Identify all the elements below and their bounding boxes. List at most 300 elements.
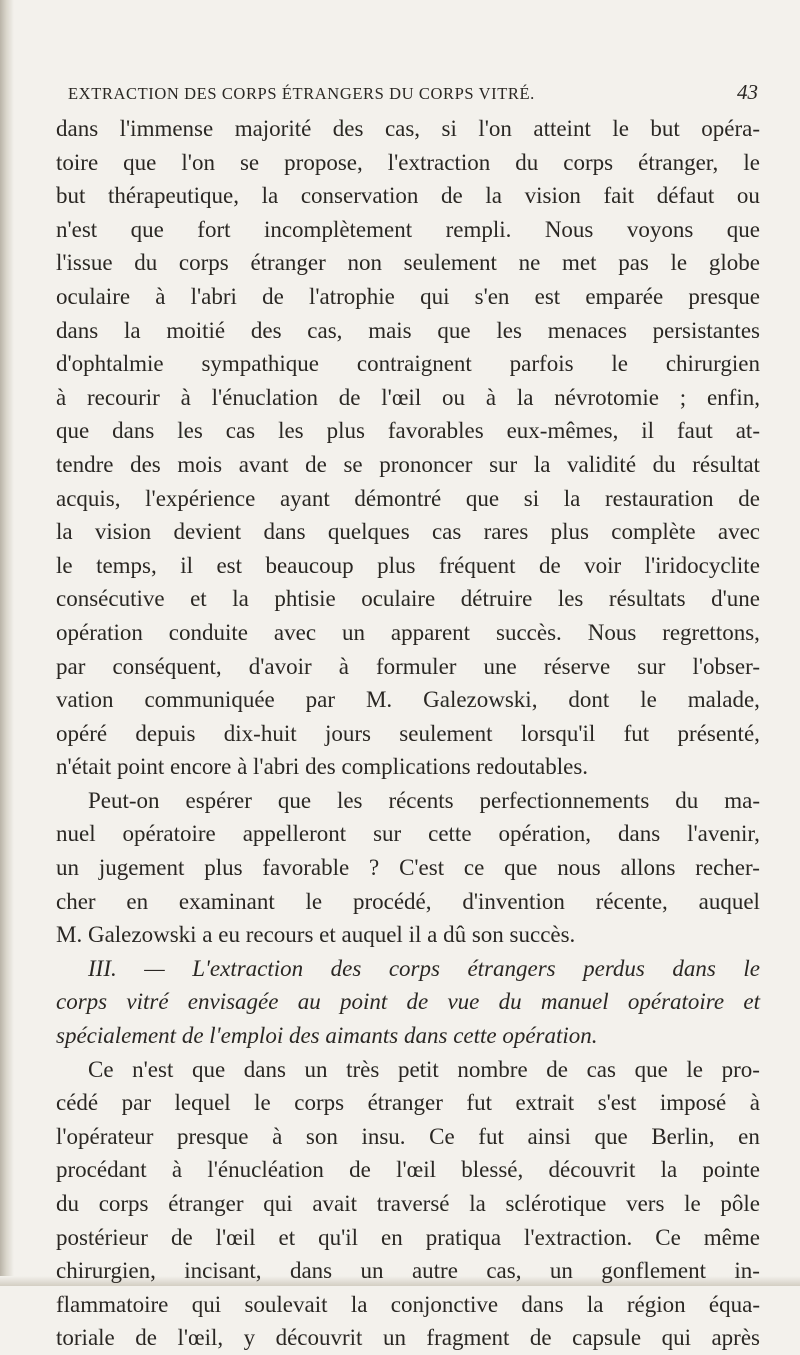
word: la — [533, 451, 551, 477]
word: à — [180, 384, 191, 410]
word: auquel — [698, 888, 760, 914]
word: d'avoir — [248, 653, 312, 679]
word: — — [144, 955, 165, 981]
word: dans — [263, 519, 306, 545]
word: qu'il — [318, 1224, 359, 1250]
word: envisagée — [187, 989, 279, 1015]
word: cas, — [307, 317, 343, 343]
word: Ce — [429, 1123, 455, 1149]
word: favorable — [262, 855, 350, 881]
word: opération. — [502, 1023, 598, 1049]
text-line — [56, 885, 760, 919]
word: regrettons, — [662, 619, 760, 645]
word: soulevait — [244, 1291, 328, 1317]
text-line — [56, 146, 760, 180]
word: l'on — [181, 149, 215, 175]
word: succès. — [496, 619, 562, 645]
word: le — [684, 1191, 701, 1216]
word: et — [743, 989, 760, 1015]
word: conséquent, — [112, 653, 222, 679]
word: des — [250, 317, 282, 343]
word: de — [338, 384, 361, 410]
text-line — [56, 1086, 760, 1120]
word: l'œil — [381, 384, 422, 410]
word: l'issue — [56, 250, 113, 276]
word: dans — [243, 1056, 286, 1082]
word: de — [529, 1325, 552, 1351]
word: en — [126, 888, 149, 914]
word: que — [504, 855, 538, 881]
word: recours — [245, 922, 320, 948]
word: dix-huit — [223, 720, 297, 746]
word: de — [181, 1023, 210, 1049]
text-line — [56, 582, 760, 616]
word: plus — [550, 519, 589, 545]
word: la — [660, 1157, 678, 1183]
text-line — [56, 381, 760, 415]
word: L'extraction — [192, 955, 304, 981]
word: la — [123, 317, 141, 343]
word: sur — [489, 451, 518, 477]
word: de — [305, 451, 327, 477]
word: que — [56, 418, 90, 444]
word: dans — [56, 317, 99, 343]
word: à — [272, 1123, 283, 1149]
text-line — [56, 347, 760, 381]
word: enfin, — [706, 384, 760, 410]
word: plus — [326, 418, 365, 444]
word: l'atrophie — [309, 283, 395, 309]
word: propose, — [284, 149, 363, 175]
word: communiquée — [144, 687, 275, 713]
word: fait — [603, 183, 635, 209]
word: démontré — [354, 485, 442, 511]
word: l'énucléation — [207, 1157, 324, 1183]
word: extrait — [515, 1090, 575, 1116]
word: nuel — [56, 821, 96, 847]
word: par — [121, 1090, 151, 1116]
text-line — [56, 482, 760, 516]
word: en — [738, 1123, 760, 1149]
word: que — [130, 216, 164, 242]
word: de — [262, 283, 284, 309]
word: ou — [442, 384, 466, 410]
word: at- — [735, 418, 760, 444]
word: une — [483, 653, 517, 679]
word: de — [441, 183, 463, 209]
word: avec — [273, 619, 317, 645]
word: corps — [98, 1191, 149, 1216]
word: tendre — [56, 451, 114, 477]
word: du — [675, 787, 699, 813]
word: opératoire — [627, 989, 725, 1015]
word: M. — [56, 922, 88, 948]
word: se — [239, 149, 260, 175]
word: par — [56, 653, 86, 679]
word: équa- — [708, 1291, 760, 1317]
word: lorsqu'il — [520, 720, 596, 746]
word: voyons — [626, 216, 694, 242]
text-line — [56, 985, 760, 1019]
word: lequel — [174, 1090, 231, 1116]
word: l'immense — [119, 116, 214, 141]
word: Ce — [655, 1224, 681, 1250]
word: étranger — [250, 250, 326, 276]
word: point — [339, 989, 388, 1015]
word: apparent — [390, 619, 471, 645]
word: sur — [373, 821, 402, 847]
word: résultats — [608, 586, 686, 612]
word: ayant — [279, 485, 330, 511]
text-line — [56, 851, 760, 885]
word: un — [304, 1056, 328, 1082]
word: imposé — [659, 1090, 727, 1116]
word: l'œil — [215, 1224, 256, 1250]
word: l'obser- — [692, 653, 760, 679]
word: des — [330, 955, 362, 981]
word: de — [349, 1157, 371, 1183]
word: à — [171, 1157, 183, 1183]
word: espérer — [185, 787, 252, 813]
word: le — [254, 1090, 271, 1116]
word: cas — [225, 418, 256, 444]
word: par — [305, 687, 336, 713]
word: ou — [736, 183, 760, 209]
text-line — [56, 414, 760, 448]
word: validité — [567, 451, 637, 477]
word: découvrit — [548, 1157, 636, 1183]
word: la — [56, 519, 73, 545]
word: fragment — [426, 1325, 510, 1351]
word: s'en — [474, 283, 510, 309]
word: complications — [341, 754, 477, 780]
word: sympathique — [201, 351, 320, 377]
word: Ce — [88, 1056, 114, 1082]
word: jugement — [98, 855, 185, 881]
word: à — [237, 754, 254, 780]
word: conservation — [300, 183, 419, 209]
word: flammatoire — [56, 1291, 169, 1317]
text-line — [56, 112, 760, 146]
word: Nous — [544, 216, 594, 242]
word: formuler — [375, 653, 457, 679]
text-line — [56, 1053, 760, 1087]
word: fort — [197, 216, 231, 242]
word: dans — [617, 821, 661, 847]
word: nombre — [457, 1056, 528, 1082]
word: faut — [677, 418, 713, 444]
word: la — [516, 384, 534, 410]
word: acquis, — [56, 485, 121, 511]
word: succès. — [509, 922, 576, 948]
word: il — [408, 922, 428, 948]
word: la — [563, 485, 581, 511]
word: restauration — [604, 485, 714, 511]
word: un — [360, 1258, 384, 1284]
word: vue — [447, 989, 480, 1015]
word: que — [465, 485, 500, 511]
word: les — [557, 586, 584, 612]
word: le — [640, 687, 657, 713]
word: que — [123, 149, 157, 175]
word: qui — [661, 1325, 691, 1351]
word: presque — [176, 1123, 249, 1149]
word: dans — [112, 418, 155, 444]
word: chirurgien, — [56, 1258, 156, 1284]
running-head: EXTRACTION DES CORPS ÉTRANGERS DU CORPS VITRÉ. — [68, 84, 535, 103]
word: traversé — [376, 1191, 450, 1216]
word: point — [116, 754, 171, 780]
text-line — [56, 1288, 760, 1322]
word: cas, — [384, 116, 421, 141]
text-line — [56, 314, 760, 348]
word: temps, — [96, 552, 157, 578]
word: favorables — [387, 418, 484, 444]
word: oculaire — [361, 586, 436, 612]
word: à — [338, 653, 349, 679]
word: de — [546, 1056, 568, 1082]
word: auquel — [341, 922, 409, 948]
word: un — [382, 1325, 406, 1351]
text-line — [56, 1221, 760, 1255]
word: avant — [238, 451, 289, 477]
word: complète — [611, 519, 696, 545]
text-line — [56, 650, 760, 684]
text-line — [56, 784, 760, 818]
text-line — [56, 1153, 760, 1187]
word: le — [611, 351, 628, 377]
word: prononcer — [379, 451, 473, 477]
word: redoutables. — [476, 754, 589, 780]
word: les — [177, 418, 203, 444]
word: vision — [94, 519, 152, 545]
word: globe — [708, 250, 760, 276]
word: qui — [191, 1291, 222, 1317]
word: mais — [368, 317, 412, 343]
word: l'œil, — [177, 1325, 224, 1351]
word: très — [346, 1056, 380, 1082]
word: Galezowski, — [423, 687, 538, 713]
word: pro- — [721, 1056, 760, 1082]
text-line — [56, 1187, 760, 1221]
word: presque — [688, 283, 760, 309]
word: région — [626, 1291, 686, 1317]
word: pôle — [720, 1191, 760, 1216]
text-line — [56, 179, 760, 213]
word: y — [243, 1325, 256, 1351]
word: se — [343, 451, 363, 477]
word: oculaire — [56, 283, 131, 309]
word: appelleront — [242, 821, 347, 847]
word: emparée — [585, 283, 664, 309]
text-line — [56, 213, 760, 247]
word: il — [641, 418, 655, 444]
word: le — [612, 116, 629, 141]
word: parfois — [509, 351, 574, 377]
word: de — [170, 1224, 193, 1250]
word: opéra- — [701, 116, 760, 141]
word: un — [341, 619, 365, 645]
word: l'emploi — [209, 1023, 289, 1049]
word: examinant — [178, 888, 275, 914]
word: petit — [397, 1056, 439, 1082]
word: l'abri — [253, 754, 306, 780]
text-line — [56, 280, 760, 314]
word: dû — [443, 922, 472, 948]
word: les — [336, 787, 363, 813]
word: malade, — [687, 687, 760, 713]
word: phtisie — [274, 586, 336, 612]
word: au — [297, 989, 321, 1015]
word: des — [332, 116, 364, 141]
word: à — [749, 1090, 760, 1116]
word: jours — [324, 720, 371, 746]
word: de — [406, 989, 429, 1015]
word: ma- — [724, 787, 760, 813]
word: dans — [672, 955, 716, 981]
word: toriale — [56, 1325, 115, 1351]
word: quelques — [327, 519, 410, 545]
word: corps — [178, 250, 229, 276]
word: cette — [428, 821, 472, 847]
word: fut — [478, 1123, 504, 1149]
word: la — [261, 183, 279, 209]
text-line — [56, 549, 760, 583]
word: l'expérience — [145, 485, 256, 511]
word: un — [56, 855, 79, 881]
word: la — [232, 586, 249, 612]
word: du — [56, 1191, 79, 1216]
word: il — [180, 552, 193, 578]
word: spécialement — [56, 1023, 182, 1049]
word: cas, — [486, 1258, 522, 1284]
word: manuel — [540, 989, 609, 1015]
text-line — [56, 717, 760, 751]
word: un — [549, 1258, 573, 1284]
word: que — [277, 787, 312, 813]
word: réserve — [543, 653, 611, 679]
word: défaut — [656, 183, 715, 209]
text-line — [56, 1321, 760, 1355]
word: de — [738, 485, 760, 511]
word: incisant, — [184, 1258, 262, 1284]
word: des — [130, 451, 161, 477]
word: à — [485, 384, 497, 410]
text-line — [56, 817, 760, 851]
word: la — [586, 1291, 604, 1317]
word: Peut-on — [88, 787, 160, 813]
text-line — [56, 1019, 760, 1053]
word: encore — [170, 754, 238, 780]
word: ce — [463, 855, 485, 881]
word: persistantes — [652, 317, 760, 343]
word: que — [191, 1056, 226, 1082]
word: Galezowski — [87, 922, 203, 948]
word: et — [319, 922, 342, 948]
word: postérieur — [56, 1224, 148, 1250]
word: pointe — [702, 1157, 760, 1183]
page-header — [68, 80, 758, 112]
text-line — [56, 952, 760, 986]
word: cher — [56, 888, 96, 914]
word: nous — [557, 855, 601, 881]
word: les — [278, 418, 304, 444]
word: plus — [377, 552, 416, 578]
word: est — [534, 283, 561, 309]
word: corps — [388, 955, 440, 981]
word: atteint — [533, 116, 591, 141]
word: l'opérateur — [56, 1123, 154, 1149]
word: corps — [563, 149, 614, 175]
word: du — [515, 149, 539, 175]
word: dans — [403, 1023, 454, 1049]
word: est — [216, 552, 243, 578]
word: d'invention — [462, 888, 565, 914]
word: corps — [294, 1090, 345, 1116]
word: insu. — [361, 1123, 406, 1149]
word: les — [496, 317, 522, 343]
word: contraignent — [356, 351, 472, 377]
word: ? — [369, 855, 380, 881]
page-edge-shadow — [0, 0, 14, 1286]
word: découvrit — [275, 1325, 363, 1351]
word: cas — [586, 1056, 616, 1082]
word: plus — [204, 855, 243, 881]
word: fut — [623, 720, 650, 746]
word: récents — [388, 787, 454, 813]
word: à — [56, 384, 67, 410]
word: dont — [568, 687, 610, 713]
word: fréquent — [438, 552, 516, 578]
word: moitié — [166, 317, 226, 343]
word: thérapeutique, — [108, 183, 239, 209]
word: voir — [584, 552, 622, 578]
word: rempli. — [445, 216, 512, 242]
word: corps — [56, 989, 108, 1015]
text-line — [56, 515, 760, 549]
word: but — [650, 116, 680, 141]
word: majorité — [234, 116, 312, 141]
word: opération, — [498, 821, 592, 847]
word: cédé — [56, 1090, 99, 1116]
text-line — [56, 448, 760, 482]
word: Berlin, — [651, 1123, 715, 1149]
word: d'une — [711, 586, 760, 612]
word: l'extraction — [387, 149, 491, 175]
word: perfectionnements — [479, 787, 650, 813]
word: sur — [637, 653, 666, 679]
word: ainsi — [527, 1123, 571, 1149]
word: l'iridocyclite — [644, 552, 760, 578]
word: recher- — [695, 855, 760, 881]
word: la — [485, 183, 502, 209]
word: dans — [289, 1258, 333, 1284]
word: devient — [173, 519, 242, 545]
word: M. — [365, 687, 393, 713]
word: vation — [56, 687, 114, 713]
word: étranger — [367, 1090, 443, 1116]
word: seulement — [399, 720, 493, 746]
word: l'œil — [396, 1157, 437, 1183]
word: allons — [620, 855, 676, 881]
word: l'avenir, — [687, 821, 760, 847]
word: menaces — [547, 317, 627, 343]
word: après — [711, 1325, 760, 1351]
word: même — [703, 1224, 760, 1250]
word: névrotomie — [554, 384, 659, 410]
word: si — [523, 485, 540, 511]
word: blessé, — [461, 1157, 524, 1183]
